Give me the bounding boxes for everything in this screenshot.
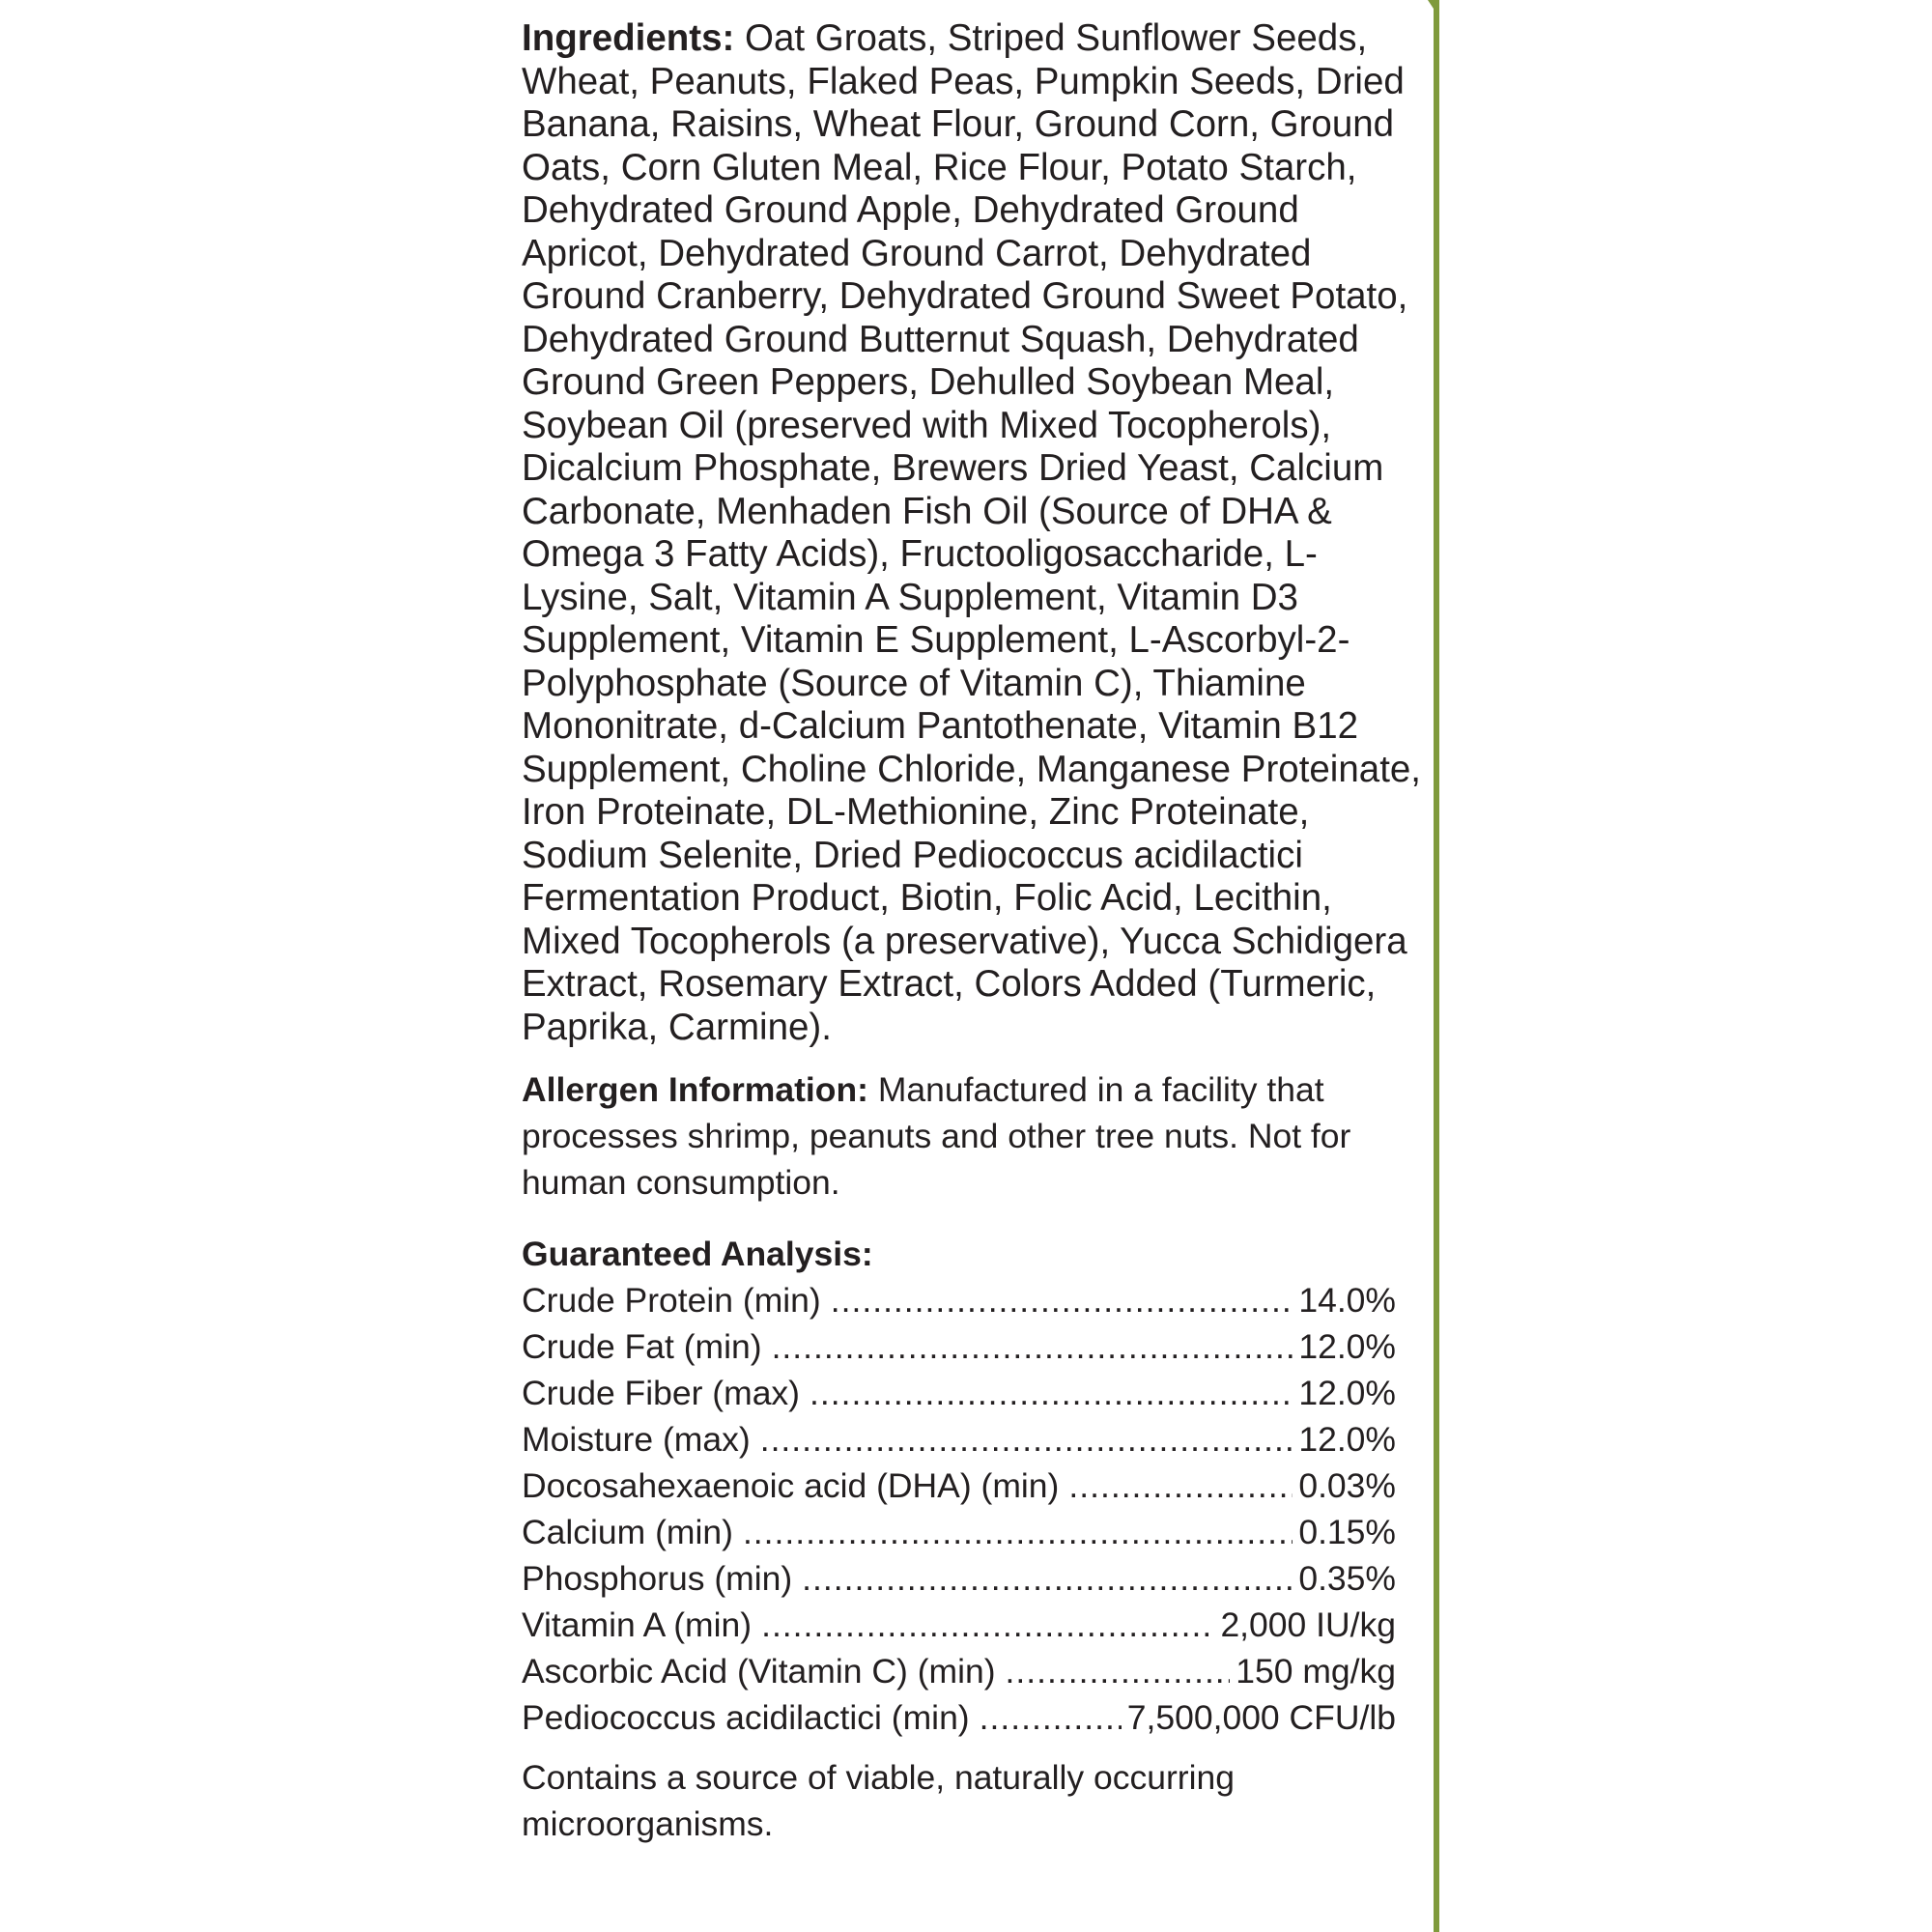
label-edge-bar — [1434, 6, 1439, 1932]
analysis-row-leader-dots — [743, 1509, 1293, 1555]
ingredients-heading: Ingredients: — [522, 17, 735, 59]
analysis-row-value: 12.0% — [1298, 1420, 1396, 1459]
allergen-text: Manufactured in a facility that processes shrimp, peanuts and other tree nuts. Not for human consumption. — [522, 1070, 1351, 1202]
ingredients-text: Oat Groats, Striped Sunflower Seeds, Wheat, Peanuts, Flaked Peas, Pumpkin Seeds, Dried Banana, Raisins, Wheat Flour, Ground Corn, Ground Oats, Corn Gluten Meal, Rice Flour, Potato Starch, Dehydrated Ground Apple, Dehydrated Ground Apricot, Dehydrated Ground Carrot, Dehydrated Ground Cranberry, Dehydrated Ground Sweet Potato, Dehydrated Ground Butternut Squash, Dehydrated Ground Green Peppers, Dehulled Soybean Meal, Soybean Oil (preserved with Mixed Tocopherols), Dicalcium Phosphate, Brewers Dried Yeast, Calcium Carbonate, Menhaden Fish Oil (Source of DHA & Omega 3 Fatty Acids), Fructooligosaccharide, L-Lysine, Salt, Vitamin A Supplement, Vitamin D3 Supplement, Vitamin E Supplement, L-Ascorbyl-2-Polyphosphate (Source of Vitamin C), Thiamine Mononitrate, d-Calcium Pantothenate, Vitamin B12 Supplement, Choline Chloride, Manganese Proteinate, Iron Proteinate, DL-Methionine, Zinc Proteinate, Sodium Selenite, Dried Pediococcus acidilactici Fermentation Product, Biotin, Folic Acid, Lecithin, Mixed Tocopherols (a preservative), Yucca Schidigera Extract, Rosemary Extract, Colors Added (Turmeric, Paprika, Carmine). — [522, 17, 1421, 1048]
analysis-row-value: 12.0% — [1298, 1374, 1396, 1412]
analysis-row-name: Pediococcus acidilactici (min) — [522, 1698, 970, 1737]
analysis-table — [522, 1277, 1396, 1741]
analysis-row-leader-dots — [761, 1602, 1214, 1648]
analysis-row-name: Docosahexaenoic acid (DHA) (min) — [522, 1466, 1060, 1505]
analysis-row — [522, 1416, 1396, 1463]
analysis-row-leader-dots — [1068, 1463, 1293, 1509]
analysis-row — [522, 1323, 1396, 1370]
analysis-row-name: Calcium (min) — [522, 1513, 733, 1551]
analysis-row — [522, 1555, 1396, 1602]
analysis-row-leader-dots — [760, 1416, 1293, 1463]
analysis-row-name: Crude Protein (min) — [522, 1281, 821, 1320]
analysis-row — [522, 1694, 1396, 1741]
analysis-row — [522, 1463, 1396, 1509]
analysis-row-value: 7,500,000 CFU/lb — [1126, 1698, 1396, 1737]
analysis-row-leader-dots — [831, 1277, 1293, 1323]
analysis-row-name: Moisture (max) — [522, 1420, 751, 1459]
analysis-row — [522, 1602, 1396, 1648]
analysis-row-name: Phosphorus (min) — [522, 1559, 793, 1598]
analysis-row-value: 14.0% — [1298, 1281, 1396, 1320]
analysis-heading: Guaranteed Analysis: — [522, 1235, 873, 1273]
analysis-row-name: Crude Fat (min) — [522, 1327, 762, 1366]
analysis-row-value: 0.15% — [1298, 1513, 1396, 1551]
analysis-row-name: Crude Fiber (max) — [522, 1374, 801, 1412]
analysis-row-leader-dots — [772, 1323, 1293, 1370]
analysis-row-leader-dots — [980, 1694, 1122, 1741]
analysis-row-value: 2,000 IU/kg — [1220, 1605, 1396, 1644]
allergen-paragraph — [522, 1066, 1396, 1206]
analysis-row-name: Ascorbic Acid (Vitamin C) (min) — [522, 1652, 996, 1690]
footnote: Contains a source of viable, naturally occurring microorganisms. — [522, 1758, 1235, 1843]
analysis-row-leader-dots — [802, 1555, 1293, 1602]
analysis-row-leader-dots — [1006, 1648, 1231, 1694]
analysis-row — [522, 1370, 1396, 1416]
analysis-row — [522, 1509, 1396, 1555]
analysis-row — [522, 1277, 1396, 1323]
analysis-row-leader-dots — [810, 1370, 1293, 1416]
analysis-row-name: Vitamin A (min) — [522, 1605, 753, 1644]
analysis-row-value: 0.03% — [1298, 1466, 1396, 1505]
analysis-row-value: 0.35% — [1298, 1559, 1396, 1598]
nutrition-label — [522, 17, 1430, 1847]
analysis-row-value: 12.0% — [1298, 1327, 1396, 1366]
allergen-heading: Allergen Information: — [522, 1070, 868, 1109]
ingredients-paragraph — [522, 17, 1430, 1049]
analysis-row-value: 150 mg/kg — [1236, 1652, 1396, 1690]
analysis-row — [522, 1648, 1396, 1694]
